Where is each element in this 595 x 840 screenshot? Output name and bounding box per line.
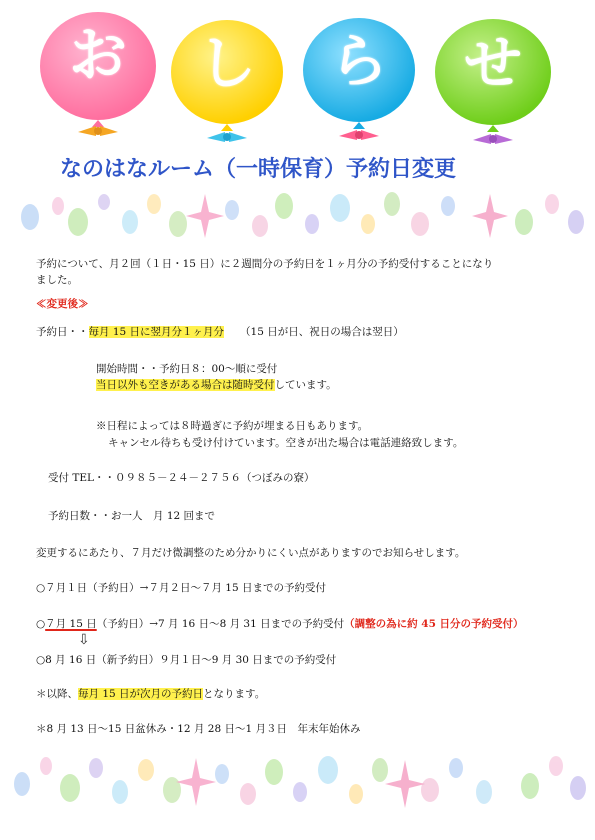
down-arrow-icon: ⇩ xyxy=(78,632,90,648)
schedule-item-2-date: ７月 15 日 xyxy=(45,618,97,630)
bubble-decoration-bottom xyxy=(0,740,595,836)
same-day-line xyxy=(96,377,337,393)
bubbles-icon xyxy=(0,182,595,250)
note-line-1: ※日程によっては８時過ぎに予約が埋まる日もあります。 xyxy=(96,420,369,432)
start-time: 開始時間・・予約日８：00～順に受付 xyxy=(96,363,278,375)
title-char: ら xyxy=(329,27,388,95)
balloon-ra xyxy=(300,14,418,150)
schedule-item-2-middle: （予約日）→7 月 16 日～8 月 31 日までの予約受付 xyxy=(96,618,345,630)
future-suffix: となります。 xyxy=(203,688,266,700)
bubble-decoration-top xyxy=(0,182,595,250)
reservation-prefix: 予約日・・ xyxy=(36,326,89,338)
intro-line-1: 予約について、月２回（１日・15 日）に２週間分の予約日を１ヶ月分の予約受付することになり xyxy=(36,258,494,270)
title-char: せ xyxy=(463,29,522,97)
schedule-item-3: ○8 月 16 日（新予約日）９月１日～9 月 30 日までの予約受付 xyxy=(36,654,337,666)
schedule-item-1: ○７月１日（予約日）→７月２日～７月 15 日までの予約受付 xyxy=(36,582,326,594)
balloon-se xyxy=(432,16,554,154)
limit-line: 予約日数・・お一人 月 12 回まで xyxy=(48,510,216,522)
same-day-highlight: 当日以外も空きがある場合は随時受付 xyxy=(96,379,275,391)
reservation-highlight: 毎月 15 日に翌月分１ヶ月分 xyxy=(88,326,225,338)
future-line xyxy=(36,686,265,702)
title-char: お xyxy=(68,21,127,89)
bubbles-icon xyxy=(0,740,595,836)
same-day-suffix: しています。 xyxy=(274,379,337,391)
intro-line-2: ました。 xyxy=(36,274,78,286)
future-prefix: ＊以降、 xyxy=(36,688,78,700)
schedule-item-2 xyxy=(36,616,524,632)
title-char: し xyxy=(197,29,256,97)
schedule-item-2-red: （調整の為に約 45 日分の予約受付） xyxy=(344,618,524,630)
holidays-line: ＊8 月 13 日～15 日盆休み・12 月 28 日～1 月３日 年末年始休み xyxy=(36,723,361,735)
adjust-notice: 変更するにあたり、７月だけ微調整のため分かりにくい点がありますのでお知らせします。 xyxy=(36,547,466,559)
schedule-item-2-prefix: ○ xyxy=(36,618,46,630)
phone-line: 受付 TEL・・０９８５－２４－２７５６（つぼみの寮） xyxy=(48,472,315,484)
note-line-2: キャンセル待ちも受け付けています。空きが出た場合は電話連絡致します。 xyxy=(108,437,464,449)
reservation-note: （15 日が日、祝日の場合は翌日） xyxy=(240,326,404,338)
balloon-o xyxy=(38,8,158,148)
after-label: ≪変更後≫ xyxy=(36,298,89,310)
future-highlight: 毎月 15 日が次月の予約日 xyxy=(78,688,204,700)
page-title: なのはなルーム（一時保育）予約日変更 xyxy=(60,157,457,182)
balloon-shi xyxy=(168,16,286,152)
reservation-line xyxy=(36,324,404,340)
